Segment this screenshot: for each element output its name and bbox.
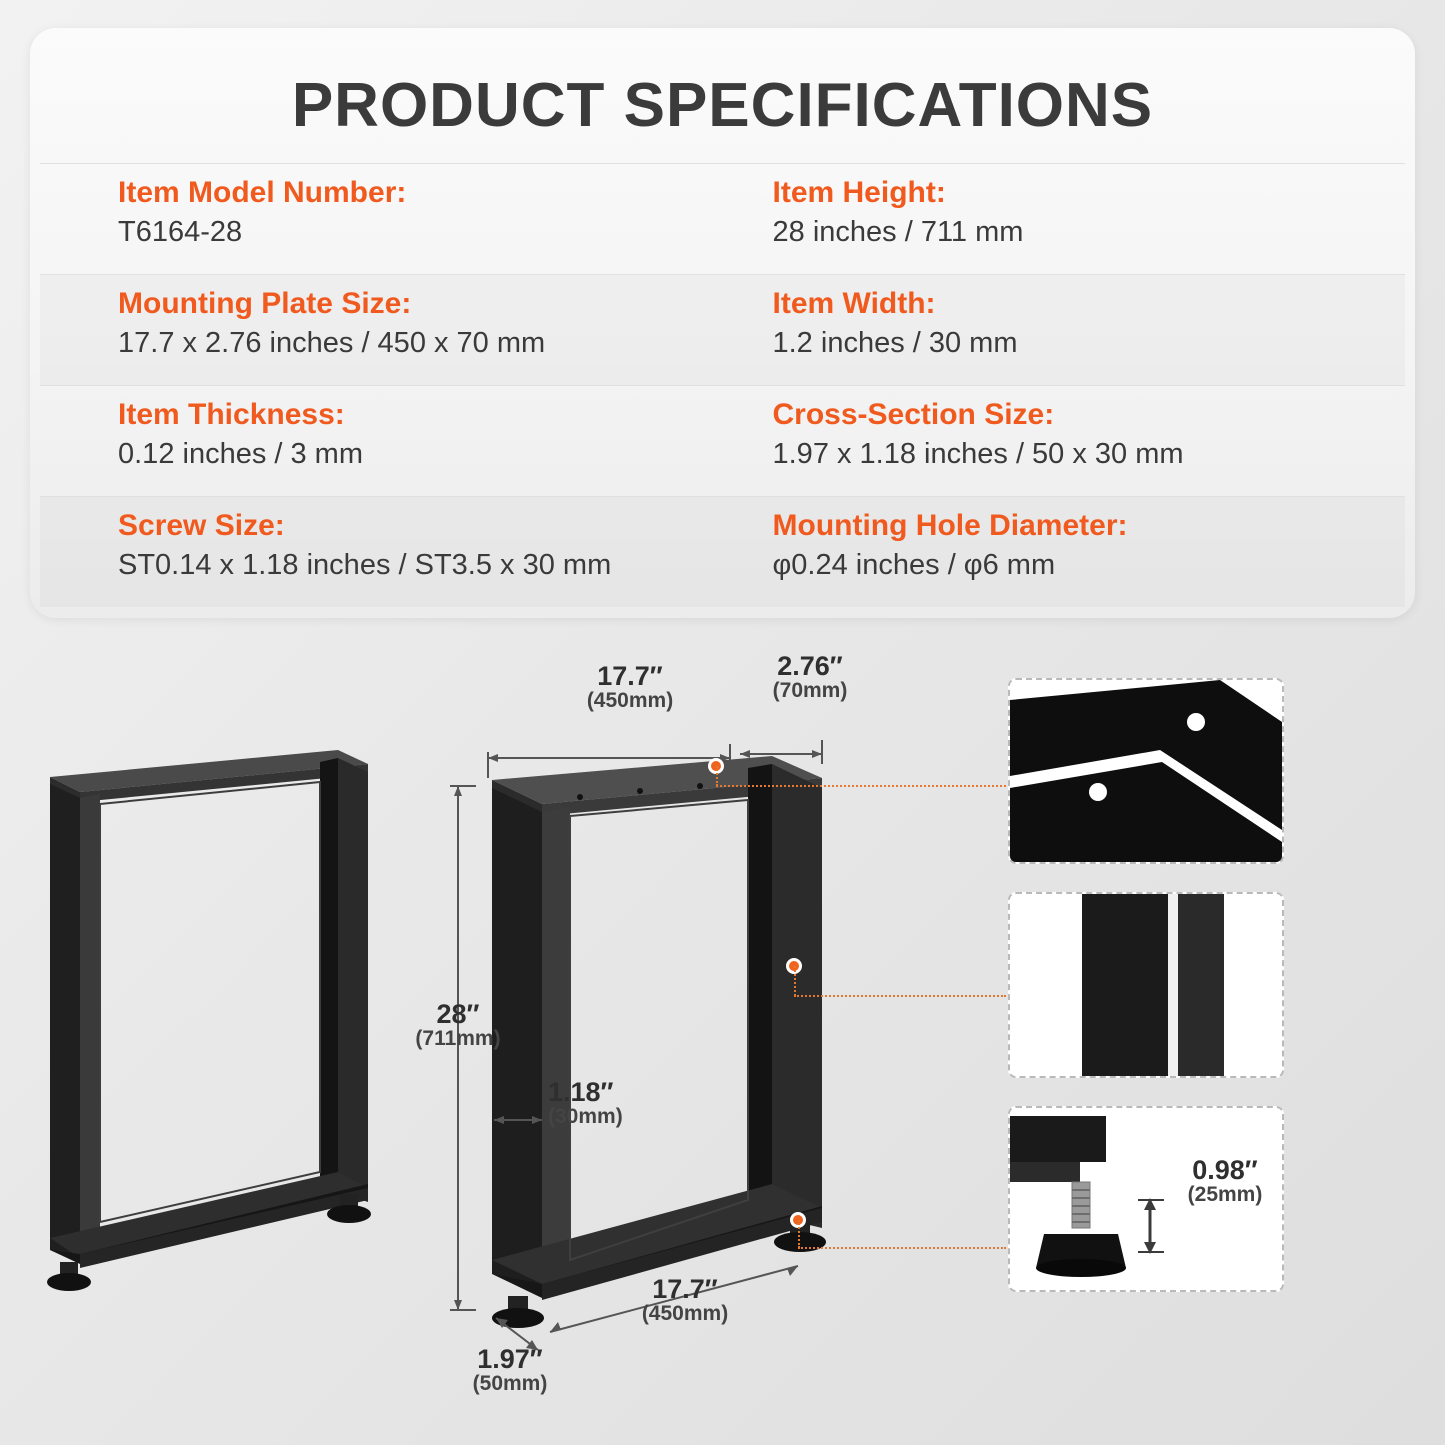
dim-bottom-length: 17.7″ (450mm) (641, 1274, 729, 1326)
spec-label: Item Height: (772, 176, 946, 209)
dim-foot-depth: 1.97″ (50mm) (472, 1344, 548, 1396)
spec-item-width (723, 275, 1406, 385)
callout-mounting-plate-holes (1008, 678, 1284, 864)
spec-label: Screw Size: (118, 509, 285, 542)
spec-value: T6164-28 (118, 216, 243, 248)
table-row (40, 496, 1405, 607)
leader-line-tube (794, 995, 1006, 997)
spec-label: Item Width: (772, 287, 936, 320)
spec-value: 28 inches / 711 mm (772, 216, 1024, 248)
spec-value: φ0.24 inches / φ6 mm (772, 549, 1056, 581)
table-row (40, 274, 1405, 385)
spec-label: Item Thickness: (118, 398, 345, 431)
spec-item-thickness (40, 386, 723, 496)
spec-mounting-hole-diameter (723, 497, 1406, 607)
spec-value: 1.97 x 1.18 inches / 50 x 30 mm (772, 438, 1184, 470)
spec-value: 0.12 inches / 3 mm (118, 438, 363, 470)
leader-line-foot (798, 1247, 1006, 1249)
page-title: PRODUCT SPECIFICATIONS (291, 71, 1154, 140)
spec-label: Item Model Number: (118, 176, 407, 209)
dim-top-plate-length: 17.7″ (450mm) (586, 661, 674, 713)
spec-label: Mounting Plate Size: (118, 287, 412, 320)
table-row (40, 385, 1405, 496)
spec-item-height (723, 164, 1406, 274)
leader-line-plate (716, 785, 1006, 787)
table-row (40, 163, 1405, 274)
leader-line-tube-vertical (794, 966, 798, 996)
spec-screw-size (40, 497, 723, 607)
callout-tube-surface (1008, 892, 1284, 1078)
spec-label: Cross-Section Size: (772, 398, 1055, 431)
callout-leveling-foot (1008, 1106, 1284, 1292)
spec-cross-section-size (723, 386, 1406, 496)
spec-value: ST0.14 x 1.18 inches / ST3.5 x 30 mm (118, 549, 612, 581)
product-diagram (0, 640, 1445, 1445)
leader-line-plate-vertical (716, 766, 720, 786)
dim-height: 28″ (711mm) (415, 999, 501, 1051)
spec-item-model-number (40, 164, 723, 274)
product-specifications-card (30, 28, 1415, 618)
spec-value: 1.2 inches / 30 mm (772, 327, 1018, 359)
spec-label: Mounting Hole Diameter: (772, 509, 1128, 542)
dim-leveler-height: 0.98″ (25mm) (1187, 1155, 1263, 1207)
leader-line-foot-vertical (798, 1220, 802, 1248)
dim-tube-width: 1.18″ (30mm) (548, 1077, 623, 1129)
dim-top-plate-width: 2.76″ (70mm) (772, 651, 848, 703)
spec-value: 17.7 x 2.76 inches / 450 x 70 mm (118, 327, 546, 359)
spec-mounting-plate-size (40, 275, 723, 385)
table-leg-left-view (38, 702, 378, 1317)
spec-table (40, 163, 1405, 607)
